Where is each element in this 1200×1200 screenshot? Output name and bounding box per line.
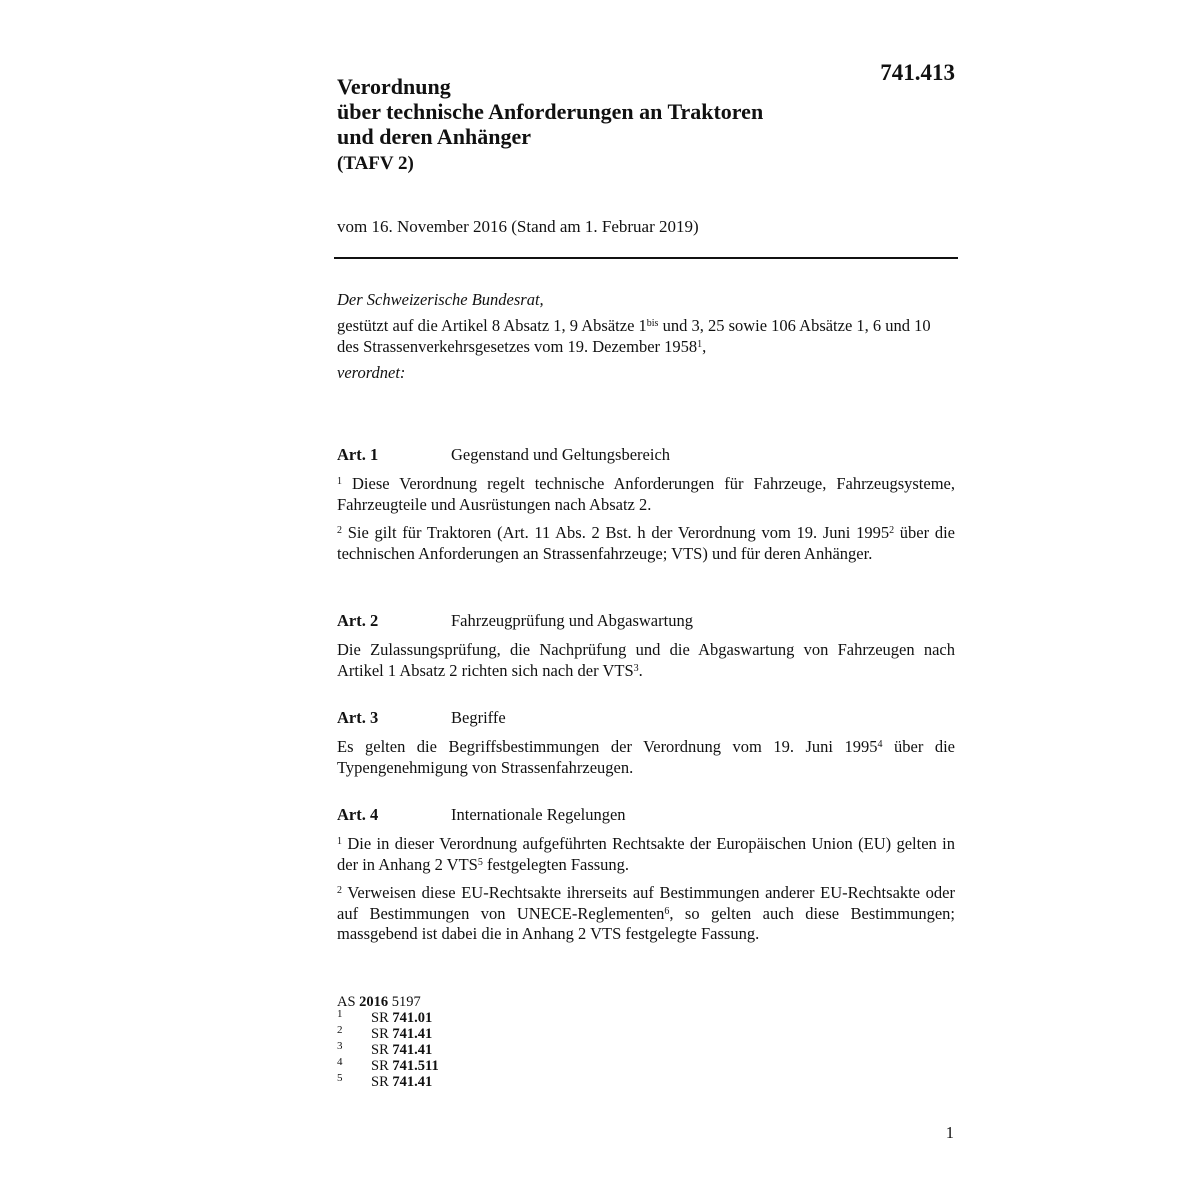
paragraph-text: über die Typengenehmigung von Strassenfahrzeugen. [337, 737, 955, 777]
paragraph-text: über die technischen Anforderungen an Strassenfahrzeuge; VTS) und für deren Anhänger. [337, 523, 955, 563]
footnote-text[interactable] [371, 1042, 432, 1058]
paragraph-text: Verweisen diese EU-Rechtsakte ihrerseits auf Bestimmungen anderer EU-Rechtsakte oder auf Bestimmungen von UNECE-Reglementen [337, 883, 955, 923]
article-paragraph [337, 523, 955, 564]
paragraph-mark: 2 [337, 525, 342, 536]
basis-end: , [702, 337, 707, 356]
footnote-item [337, 1072, 433, 1090]
paragraph-text: Die Zulassungsprüfung, die Nachprüfung und die Abgaswartung von Fahrzeugen nach Artikel 1 Absatz 2 richten sich nach der VTS [337, 640, 955, 680]
footnote-ref[interactable]: 4 [877, 739, 883, 750]
paragraph-text: Es gelten die Begriffsbestimmungen der Verordnung vom 19. Juni 1995 [337, 737, 878, 756]
footnote-item [337, 1024, 433, 1042]
footnote-sr-ref[interactable]: 741.41 [392, 1026, 433, 1042]
document-title [337, 74, 857, 149]
article-title: Begriffe [451, 708, 506, 727]
footnotes [337, 994, 439, 1090]
article-title: Gegenstand und Geltungsbereich [451, 445, 671, 464]
ingress-legal-basis [337, 315, 955, 357]
footnote-ref[interactable]: 5 [477, 856, 483, 868]
header-divider [334, 257, 958, 259]
article-paragraph [337, 883, 955, 945]
paragraph-mark: 1 [337, 836, 342, 847]
title-line-2: über technische Anforderungen an Traktoren [337, 99, 764, 124]
article-paragraph [337, 640, 955, 681]
footnote-ref[interactable]: 1 [697, 339, 703, 350]
footnote-ref[interactable]: 3 [633, 662, 639, 674]
footnote-mark: 5 [337, 1072, 343, 1084]
as-prefix: AS [337, 994, 360, 1010]
footnote-text[interactable] [371, 1058, 439, 1074]
article-number: Art. 4 [337, 805, 379, 824]
paragraph-text: Diese Verordnung regelt technische Anforderungen für Fahrzeuge, Fahrzeugsysteme, Fahrzeugteile und Ausrüstungen nach Absatz 2. [337, 474, 955, 514]
page-number: 1 [945, 1123, 954, 1142]
article-number: Art. 3 [337, 708, 379, 727]
footnote-ref[interactable]: 2 [889, 525, 895, 536]
short-title: (TAFV 2) [337, 153, 414, 174]
article-title: Fahrzeugprüfung und Abgaswartung [451, 611, 693, 630]
article-heading [337, 804, 955, 826]
official-collection-ref [337, 994, 421, 1010]
paragraph-mark: 2 [337, 885, 342, 896]
footnote-prefix: SR [371, 1042, 393, 1058]
footnote-sr-ref[interactable]: 741.41 [392, 1042, 433, 1058]
article-paragraph [337, 737, 955, 778]
footnote-text[interactable] [371, 1010, 432, 1026]
article-number: Art. 1 [337, 445, 379, 464]
ingress [337, 289, 955, 383]
footnote-text[interactable] [371, 1074, 432, 1090]
footnote-mark: 3 [337, 1040, 343, 1052]
footnote-prefix: SR [371, 1026, 393, 1042]
paragraph-text: festgelegten Fassung. [482, 854, 630, 874]
footnote-mark: 2 [337, 1024, 343, 1036]
paragraph-text: Sie gilt für Traktoren (Art. 11 Abs. 2 Bst. h der Verordnung vom 19. Juni 1995 [342, 523, 890, 542]
article-paragraph [337, 834, 955, 875]
footnote-prefix: SR [371, 1058, 393, 1074]
footnote-ref[interactable]: 6 [664, 905, 670, 917]
article-4 [337, 804, 955, 945]
footnote-item [337, 1008, 433, 1026]
footnote-sr-ref[interactable]: 741.511 [392, 1058, 439, 1074]
footnote-prefix: SR [371, 1010, 393, 1026]
article-heading [337, 707, 955, 729]
article-3 [337, 707, 955, 778]
footnote-mark: 1 [337, 1008, 343, 1020]
title-line-3: und deren Anhänger [337, 124, 531, 149]
footnote-item [337, 1040, 433, 1058]
basis-superscript: bis [646, 318, 659, 329]
article-1 [337, 444, 955, 564]
basis-text: gestützt auf die Artikel 8 Absatz 1, 9 Absätze 1 [337, 316, 647, 335]
basis-text-cont: und 3, 25 sowie 106 Absätze 1, 6 und 10 des Strassenverkehrsgesetzes vom 19. Dezember 1958 [337, 316, 931, 356]
ingress-decree: verordnet: [337, 363, 406, 382]
paragraph-mark: 1 [337, 476, 342, 487]
as-year: 2016 [359, 994, 389, 1010]
footnote-item [337, 1056, 439, 1074]
paragraph-text: Die in dieser Verordnung aufgeführten Rechtsakte der Europäischen Union (EU) gelten in der in Anhang 2 VTS [337, 834, 955, 874]
title-line-1: Verordnung [337, 74, 451, 99]
footnote-prefix: SR [371, 1074, 393, 1090]
paragraph-text: , so gelten auch diese Bestimmungen; massgebend ist dabei die in Anhang 2 VTS festgelegte Fassung. [337, 903, 955, 943]
article-heading [337, 444, 955, 466]
footnote-sr-ref[interactable]: 741.41 [392, 1074, 433, 1090]
sr-number: 741.413 [880, 60, 955, 85]
as-page: 5197 [388, 994, 421, 1010]
article-2 [337, 610, 955, 681]
article-heading [337, 610, 955, 632]
paragraph-text: . [638, 660, 643, 680]
date-line: vom 16. November 2016 (Stand am 1. Februar 2019) [337, 217, 699, 236]
footnote-mark: 4 [337, 1056, 343, 1068]
article-number: Art. 2 [337, 611, 379, 630]
article-title: Internationale Regelungen [451, 805, 626, 824]
article-paragraph [337, 474, 955, 515]
footnote-text[interactable] [371, 1026, 432, 1042]
ingress-authority: Der Schweizerische Bundesrat, [337, 290, 544, 309]
footnote-sr-ref[interactable]: 741.01 [392, 1010, 433, 1026]
